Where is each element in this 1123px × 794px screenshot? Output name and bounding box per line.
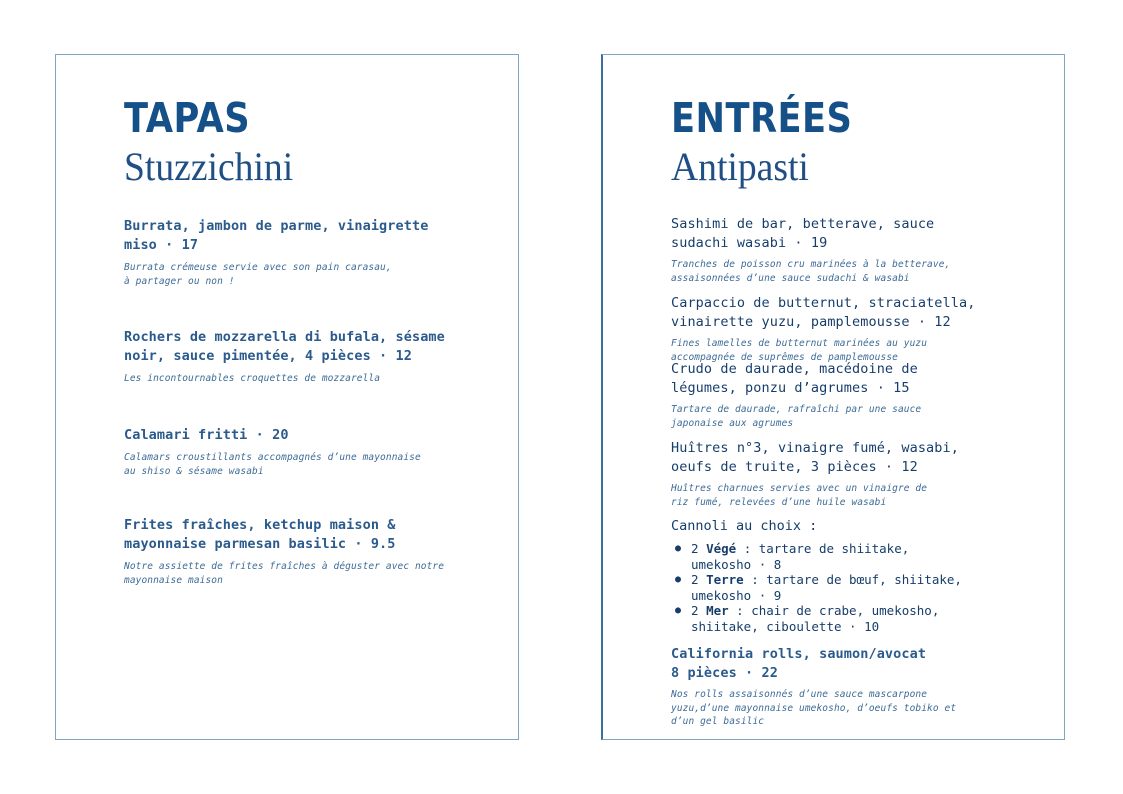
menu-page-tapas — [55, 54, 519, 740]
cannoli-option-kind: Terre — [706, 572, 744, 587]
cannoli-option — [673, 603, 1003, 634]
cannoli-option — [673, 572, 1003, 603]
cannoli-option-prefix: 2 — [691, 572, 707, 587]
bullet-icon: ● — [675, 543, 682, 554]
page-title: TAPAS — [124, 94, 251, 142]
menu-item — [671, 294, 1051, 364]
cannoli-options-list — [673, 541, 1003, 634]
menu-item-name: Sashimi de bar, betterave, sauce sudachi wasabi · 19 — [671, 216, 935, 251]
bullet-icon: ● — [675, 574, 682, 585]
menu-item-name: Rochers de mozzarella di bufala, sésame noir, sauce pimentée, 4 pièces · 12 — [124, 329, 445, 364]
menu-item-name: Huîtres n°3, vinaigre fumé, wasabi, oeufs de truite, 3 pièces · 12 — [671, 440, 959, 475]
menu-item-description: Nos rolls assaisonnés d’une sauce mascarpone yuzu,d’une mayonnaise umekosho, d’oeufs tobiko et d’un gel basilic — [671, 689, 957, 727]
menu-item-description: Tranches de poisson cru marinées à la betterave, assaisonnées d’une sauce sudachi & wasabi — [671, 259, 951, 284]
menu-item-name: Frites fraîches, ketchup maison & mayonnaise parmesan basilic · 9.5 — [124, 517, 396, 552]
menu-item — [124, 328, 504, 386]
cannoli-option-details: : tartare de shiitake, umekosho · 8 — [691, 541, 910, 572]
menu-item-description: Burrata crémeuse servie avec son pain carasau, à partager ou non ! — [124, 262, 392, 287]
menu-item — [671, 439, 1051, 509]
menu-item-description: Fines lamelles de butternut marinées au yuzu accompagnée de suprêmes de pamplemousse — [671, 338, 928, 363]
cannoli-heading: Cannoli au choix : — [671, 518, 818, 534]
menu-item-name: Calamari fritti · 20 — [124, 427, 289, 443]
menu-item — [124, 217, 504, 289]
menu-item-description: Notre assiette de frites fraîches à déguster avec notre mayonnaise maison — [124, 561, 445, 586]
page-title: ENTRÉES — [671, 94, 853, 142]
page-subtitle: Antipasti — [671, 144, 809, 189]
cannoli-option-kind: Végé — [706, 541, 737, 556]
menu-item-name: Carpaccio de butternut, straciatella, vinairette yuzu, pamplemousse · 12 — [671, 295, 976, 330]
menu-item-description: Huîtres charnues servies avec un vinaigre de riz fumé, relevées d’une huile wasabi — [671, 483, 928, 508]
menu-item-name: California rolls, saumon/avocat 8 pièces · 22 — [671, 646, 927, 681]
page-subtitle: Stuzzichini — [124, 144, 294, 189]
menu-item-description: Tartare de daurade, rafraîchi par une sauce japonaise aux agrumes — [671, 404, 922, 429]
cannoli-option-details: : tartare de bœuf, shiitake, umekosho · 9 — [691, 572, 962, 603]
menu-item — [124, 516, 504, 588]
menu-page-entrees — [601, 54, 1065, 740]
cannoli-option-kind: Mer — [706, 603, 729, 618]
cannoli-option-details: : chair de crabe, umekosho, shiitake, ciboulette · 10 — [691, 603, 940, 634]
cannoli-option-prefix: 2 — [691, 603, 707, 618]
cannoli-option-prefix: 2 — [691, 541, 707, 556]
menu-item-name: Burrata, jambon de parme, vinaigrette miso · 17 — [124, 218, 429, 253]
menu-item-name: Crudo de daurade, macédoine de légumes, ponzu d’agrumes · 15 — [671, 361, 918, 396]
menu-item — [671, 360, 1051, 430]
bullet-icon: ● — [675, 605, 682, 616]
cannoli-option — [673, 541, 1003, 572]
menu-item-description: Les incontournables croquettes de mozzarella — [124, 373, 381, 384]
menu-item — [671, 645, 1051, 729]
menu-item — [124, 426, 504, 479]
menu-item — [671, 215, 1051, 285]
menu-item-description: Calamars croustillants accompagnés d’une mayonnaise au shiso & sésame wasabi — [124, 452, 421, 477]
